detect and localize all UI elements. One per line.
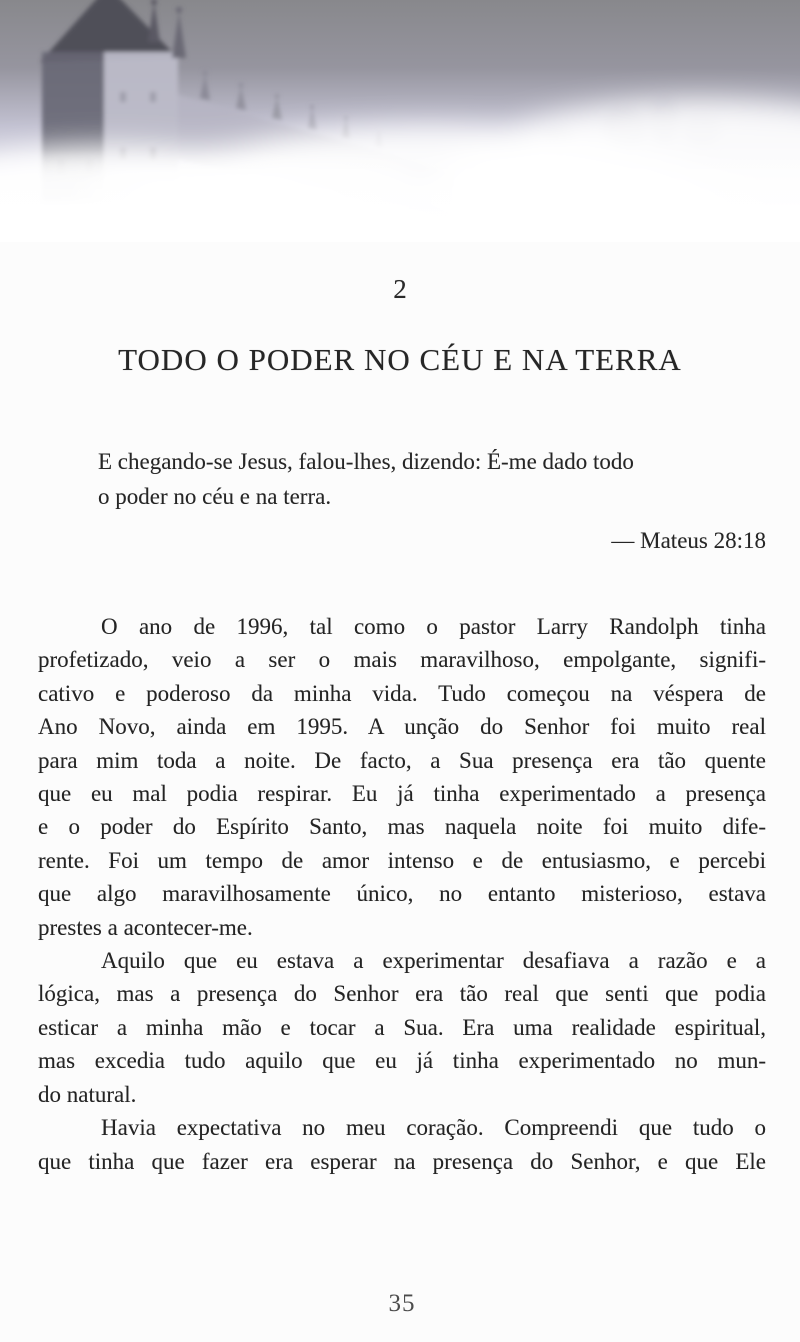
body-line: que tinha que fazer era esperar na presença do Senhor, e que Ele: [38, 1148, 766, 1174]
body-line: esticar a minha mão e tocar a Sua. Era uma realidade espiritual,: [38, 1014, 766, 1040]
body-line: prestes a acontecer-me.: [38, 914, 253, 940]
body-line: Ano Novo, ainda em 1995. A unção do Senhor foi muito real: [38, 714, 766, 740]
body-line: rente. Foi um tempo de amor intenso e de entusiasmo, e percebi: [38, 847, 766, 873]
body-line: para mim toda a noite. De facto, a Sua presença era tão quente: [38, 747, 766, 773]
epigraph: [98, 444, 766, 558]
body-line: profetizado, veio a ser o mais maravilhoso, empolgante, signifi-: [38, 647, 766, 673]
body-line: e o poder do Espírito Santo, mas naquela noite foi muito dife-: [38, 814, 766, 840]
paragraph: [38, 610, 766, 944]
body-line: que eu mal podia respirar. Eu já tinha experimentado a presença: [38, 781, 766, 807]
body-line: cativo e poderoso da minha vida. Tudo começou na véspera de: [38, 680, 766, 706]
body-line: Aquilo que eu estava a experimentar desafiava a razão e a: [101, 948, 766, 974]
epigraph-attribution: — Mateus 28:18: [611, 528, 766, 553]
body-line: O ano de 1996, tal como o pastor Larry Randolph tinha: [101, 614, 766, 639]
chapter-number: 2: [393, 274, 407, 304]
paragraph: [38, 944, 766, 1111]
paragraph: [38, 1111, 766, 1178]
castle-mist-image: [0, 0, 800, 242]
body-line: mas excedia tudo aquilo que eu já tinha experimentado no mun-: [38, 1048, 766, 1074]
body-line: que algo maravilhosamente único, no entanto misterioso, estava: [38, 881, 766, 907]
page-number: 35: [388, 1290, 416, 1317]
chapter-title: TODO O PODER NO CÉU E NA TERRA: [118, 342, 682, 377]
body-line: Havia expectativa no meu coração. Compreendi que tudo o: [101, 1115, 766, 1141]
body-line: do natural.: [38, 1081, 137, 1107]
epigraph-line: o poder no céu e na terra.: [98, 484, 332, 509]
epigraph-line: E chegando-se Jesus, falou-lhes, dizendo: É-me dado todo: [98, 449, 634, 474]
body-line: lógica, mas a presença do Senhor era tão real que senti que podia: [38, 981, 766, 1007]
castle-mist-illustration: [0, 0, 800, 242]
body-text: [38, 610, 766, 1178]
